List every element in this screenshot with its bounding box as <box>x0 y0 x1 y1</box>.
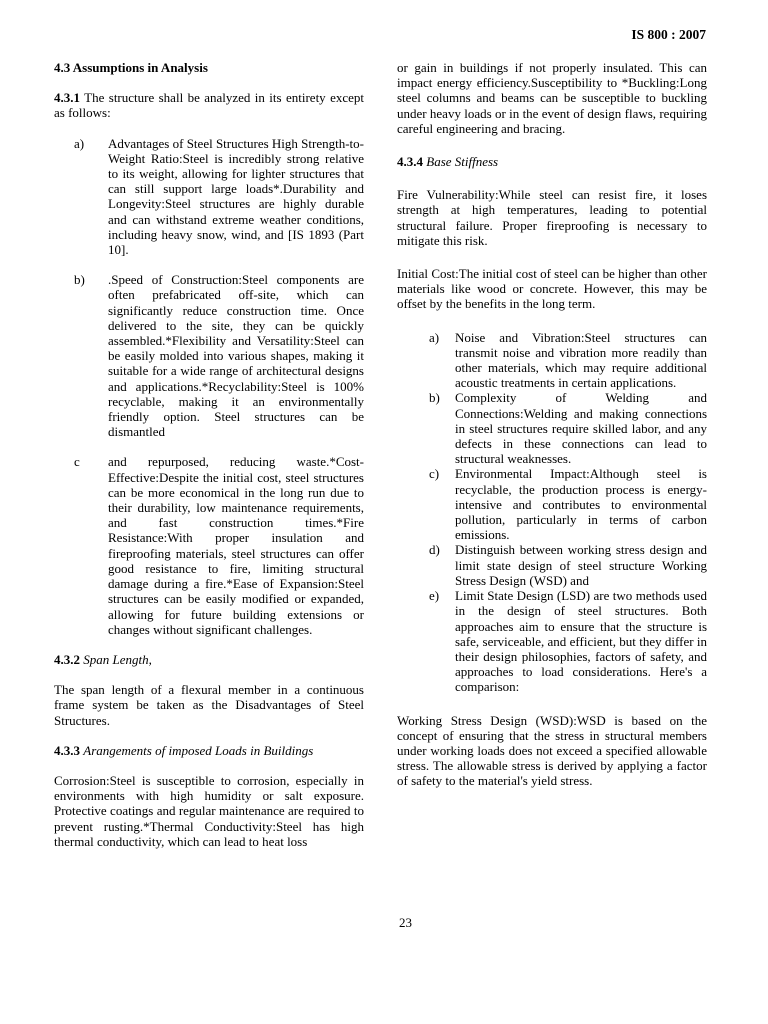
clause-number: 4.3.1 <box>54 90 80 106</box>
clause-title: Arangements of imposed Loads in Buildings <box>83 742 314 758</box>
continued-paragraph: or gain in buildings if not properly insulated. This can impact energy efficiency.Susceptibility to *Buckling:Long steel columns and beams can be susceptible to buckling under heavy loads or in the event of design flaws, requiring careful engineering and bracing. <box>397 60 707 136</box>
list-item-b <box>397 390 707 466</box>
clause-heading-4-3-4 <box>397 154 707 169</box>
clause-title: Span Length, <box>83 651 152 667</box>
clause-text-4-3-3: Corrosion:Steel is susceptible to corrosion, especially in environments with high humidity or salt exposure. Protective coatings and regular maintenance are required to prevent rusting.*Thermal Conductivity:Steel has high thermal conductivity, which can lead to heat loss <box>54 772 364 849</box>
clause-text: The structure shall be analyzed in its entirety except as follows: <box>54 90 364 121</box>
list-item-d <box>397 542 707 588</box>
clause-4-3-1 <box>54 90 364 120</box>
clause-number: 4.3.4 <box>397 154 423 170</box>
list-text: Complexity of Welding and Connections:Welding and making connections in steel structures require skilled labor, and any defects in these connections can lead to structural weaknesses. <box>455 390 707 467</box>
clause-text-4-3-2: The span length of a flexural member in a continuous frame system be taken as the Disadvantages of Steel Structures. <box>54 682 364 728</box>
fire-vulnerability-paragraph: Fire Vulnerability:While steel can resist fire, it loses strength at high temperatures, leading to potential structural failure. Proper fireproofing is necessary to mitigate this risk. <box>397 187 707 248</box>
clause-heading-4-3-2 <box>54 652 364 667</box>
list-text: Environmental Impact:Although steel is recyclable, the production process is energy-intensive and contributes to environmental pollution, particularly in terms of carbon emissions. <box>455 466 707 543</box>
list-text: Advantages of Steel Structures High Strength-to-Weight Ratio:Steel is incredibly strong relative to its weight, allowing for lighter structures that can still support large loads*.Durability and Longevity:Steel structures are highly durable and can withstand extreme weather conditions, including heavy snow, wind, and [IS 1893 (Part 10]. <box>108 135 364 258</box>
list-item-e <box>397 588 707 694</box>
list-marker: a) <box>429 329 440 345</box>
list-marker: a) <box>74 135 85 151</box>
list-item-a <box>54 136 364 258</box>
list-text: .Speed of Construction:Steel components are often prefabricated off-site, which can significantly reduce construction time. Once delivered to the site, they can be quickly assembled.*Flexibility and Versatility:Steel can be easily molded into various shapes, making it suitable for a wide range of architectural designs and applications.*Recyclability:Steel is 100% recyclable, making it an environmentally friendly option. Steel structures can be dismantled <box>108 272 364 440</box>
list-text: Noise and Vibration:Steel structures can transmit noise and vibration more readily than other materials, which may require additional acoustic treatments in certain applications. <box>455 329 707 391</box>
list-marker: b) <box>74 272 85 288</box>
list-item-c <box>397 466 707 542</box>
list-item-b <box>54 272 364 439</box>
initial-cost-paragraph: Initial Cost:The initial cost of steel can be higher than other materials like wood or concrete. However, this may be offset by the benefits in the long term. <box>397 266 707 312</box>
list-marker: e) <box>429 588 440 604</box>
list-text: Limit State Design (LSD) are two methods used in the design of steel structures. Both approaches aim to ensure that the structure is safe, serviceable, and efficient, but they differ in their design philosophies, factors of safety, and approaches to load considerations. Here's a comparison: <box>455 588 707 695</box>
clause-title: Base Stiffness <box>426 154 499 170</box>
list-text: and repurposed, reducing waste.*Cost-Effective:Despite the initial cost, steel structures can be more economical in the long run due to their durability, low maintenance requirements, and fast construction times.*Fire Resistance:With proper insulation and fireproofing materials, steel structures can offer good resistance to fire, limiting structural damage during a fire.*Ease of Expansion:Steel structures can be easily modified or expanded, allowing for future building extensions or changes without significant challenges. <box>108 454 364 637</box>
document-header: IS 800 : 2007 <box>631 27 706 42</box>
list-marker: c) <box>429 466 440 482</box>
clause-number: 4.3.3 <box>54 742 80 758</box>
right-column <box>397 60 707 789</box>
left-column <box>54 60 364 849</box>
clause-heading-4-3-3 <box>54 743 364 758</box>
list-marker: c <box>74 454 80 470</box>
page-number: 23 <box>399 915 412 930</box>
list-marker: b) <box>429 390 440 406</box>
list-item-c <box>54 454 364 636</box>
list-text: Distinguish between working stress design and limit state design of steel structure Working Stress Design (WSD) and <box>455 542 707 588</box>
clause-number: 4.3.2 <box>54 651 80 667</box>
list-item-a <box>397 330 707 391</box>
section-heading-4-3: 4.3 Assumptions in Analysis <box>54 60 208 75</box>
wsd-paragraph: Working Stress Design (WSD):WSD is based on the concept of ensuring that the stress in structural members under working loads does not exceed a specified allowable stress. The allowable stress is derived by applying a factor of safety to the material's yield stress. <box>397 712 707 789</box>
list-marker: d) <box>429 542 440 558</box>
